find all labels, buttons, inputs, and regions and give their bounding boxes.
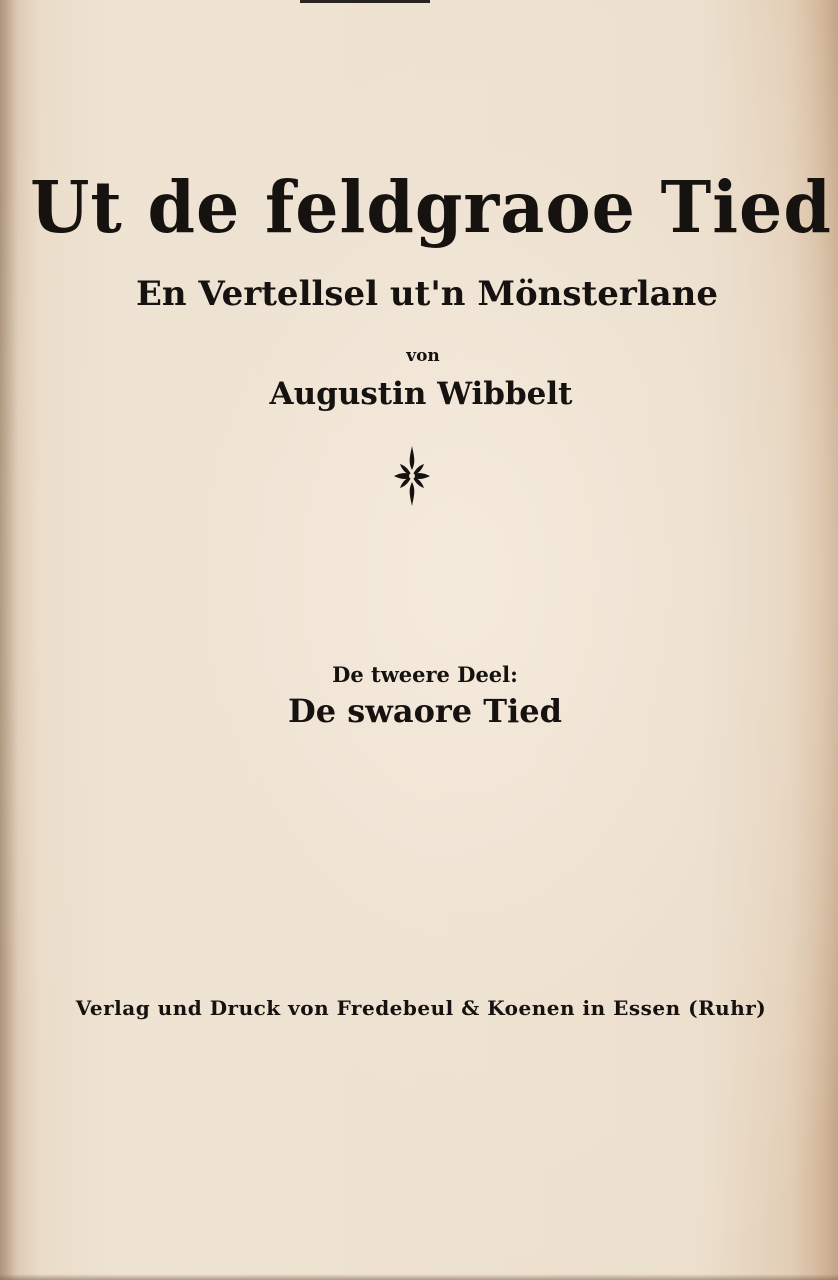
publisher-imprint: Verlag und Druck von Fredebeul & Koenen in Essen (Ruhr) <box>75 996 767 1020</box>
author-name: Augustin Wibbelt <box>269 376 573 412</box>
fleuron-ornament-icon <box>392 442 432 510</box>
book-title: Ut de feldgraoe Tied <box>30 166 832 250</box>
by-word: von <box>406 346 440 366</box>
bottom-edge-shadow <box>0 1274 838 1280</box>
part-title: De swaore Tied <box>288 692 562 730</box>
part-label: De tweere Deel: <box>332 662 518 687</box>
book-subtitle: En Vertellsel ut'n Mönsterlane <box>135 274 719 314</box>
top-edge-mark <box>300 0 430 3</box>
